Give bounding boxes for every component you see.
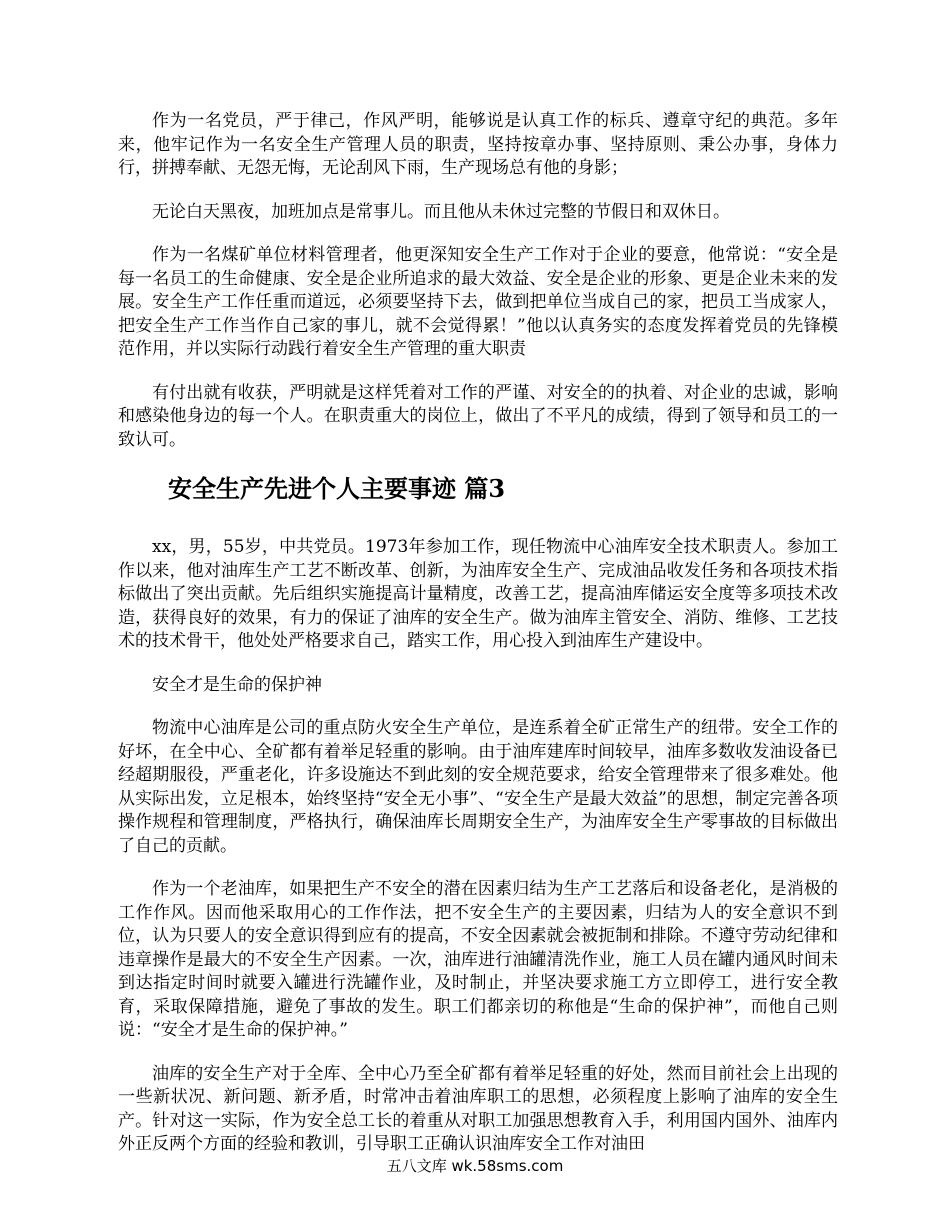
paragraph: 作为一名煤矿单位材料管理者，他更深知安全生产工作对于企业的要意，他常说：“安全是每一名员工的生命健康、安全是企业所追求的最大效益、安全是企业的形象、更是企业未来的发展。安全生产工作任重而道远，必须要坚持下去，做到把单位当成自己的家，把员工当成家人，把安全生产工作当作自己家的事儿，就不会觉得累！”他以认真务实的态度发挥着党员的先锋模范作用，并以实际行动践行着安全生产管理的重大职责	[118, 245, 838, 359]
paragraph: 有付出就有收获，严明就是这样凭着对工作的严谨、对安全的的执着、对企业的忠诚，影响和感染他身边的每一个人。在职责重大的岗位上，做出了不平凡的成绩，得到了领导和员工的一致认可。	[118, 382, 838, 450]
document-body	[118, 110, 838, 1177]
subheading: 安全才是生命的保护神	[152, 674, 322, 695]
paragraph: 物流中心油库是公司的重点防火安全生产单位，是连系着全矿正常生产的纽带。安全工作的好坏，在全中心、全矿都有着举足轻重的影响。由于油库建库时间较早，油库多数收发油设备已经超期服役，严重老化，许多设施达不到此刻的安全规范要求，给安全管理带来了很多难处。他从实际出发，立足根本，始终坚持“安全无小事”、“安全生产是最大效益”的思想，制定完善各项操作规程和管理制度，严格执行，确保油库长周期安全生产，为油库安全生产零事故的目标做出了自己的贡献。	[118, 718, 838, 856]
paragraph: 作为一名党员，严于律己，作风严明，能够说是认真工作的标兵、遵章守纪的典范。多年来，他牢记作为一名安全生产管理人员的职责，坚持按章办事、坚持原则、秉公办事，身体力行，拼搏奉献、无怨无悔，无论刮风下雨，生产现场总有他的身影；	[118, 111, 838, 178]
paragraph: xx，男，55岁，中共党员。1973年参加工作，现任物流中心油库安全技术职责人。参加工作以来，他对油库生产工艺不断改革、创新，为油库安全生产、完成油品收发任务和各项技术指标做出了突出贡献。先后组织实施提高计量精度，改善工艺，提高油库储运安全度等多项技术改造，获得良好的效果，有力的保证了油库的安全生产。做为油库主管安全、消防、维修、工艺技术的技术骨干，他处处严格要求自己，踏实工作，用心投入到油库生产建设中。	[118, 537, 838, 651]
page-footer: 五八文库 wk.58sms.com	[386, 1157, 564, 1175]
paragraph: 无论白天黑夜，加班加点是常事儿。而且他从未休过完整的节假日和双休日。	[152, 201, 730, 222]
paragraph: 作为一个老油库，如果把生产不安全的潜在因素归结为生产工艺落后和设备老化，是消极的工作作风。因而他采取用心的工作作法，把不安全生产的主要因素，归结为人的安全意识不到位，认为只要人的安全意识得到应有的提高，不安全因素就会被扼制和排除。不遵守劳动纪律和违章操作是最大的不安全生产因素。一次，油库进行油罐清洗作业，施工人员在罐内通风时间未到达指定时间时就要入罐进行洗罐作业，及时制止，并坚决要求施工方立即停工，进行安全教育，采取保障措施，避免了事故的发生。职工们都亲切的称他是“生命的保护神”，而他自己则说：“安全才是生命的保护神。”	[118, 879, 838, 1040]
paragraph: 油库的安全生产对于全库、全中心乃至全矿都有着举足轻重的好处，然而目前社会上出现的一些新状况、新问题、新矛盾，时常冲击着油库职工的思想，必须程度上影响了油库的安全生产。针对这一实际，作为安全总工长的着重从对职工加强思想教育入手，利用国内国外、油库内外正反两个方面的经验和教训，引导职工正确认识油库安全工作对油田	[118, 1063, 838, 1154]
section-heading: 安全生产先进个人主要事迹 篇3	[168, 474, 506, 503]
